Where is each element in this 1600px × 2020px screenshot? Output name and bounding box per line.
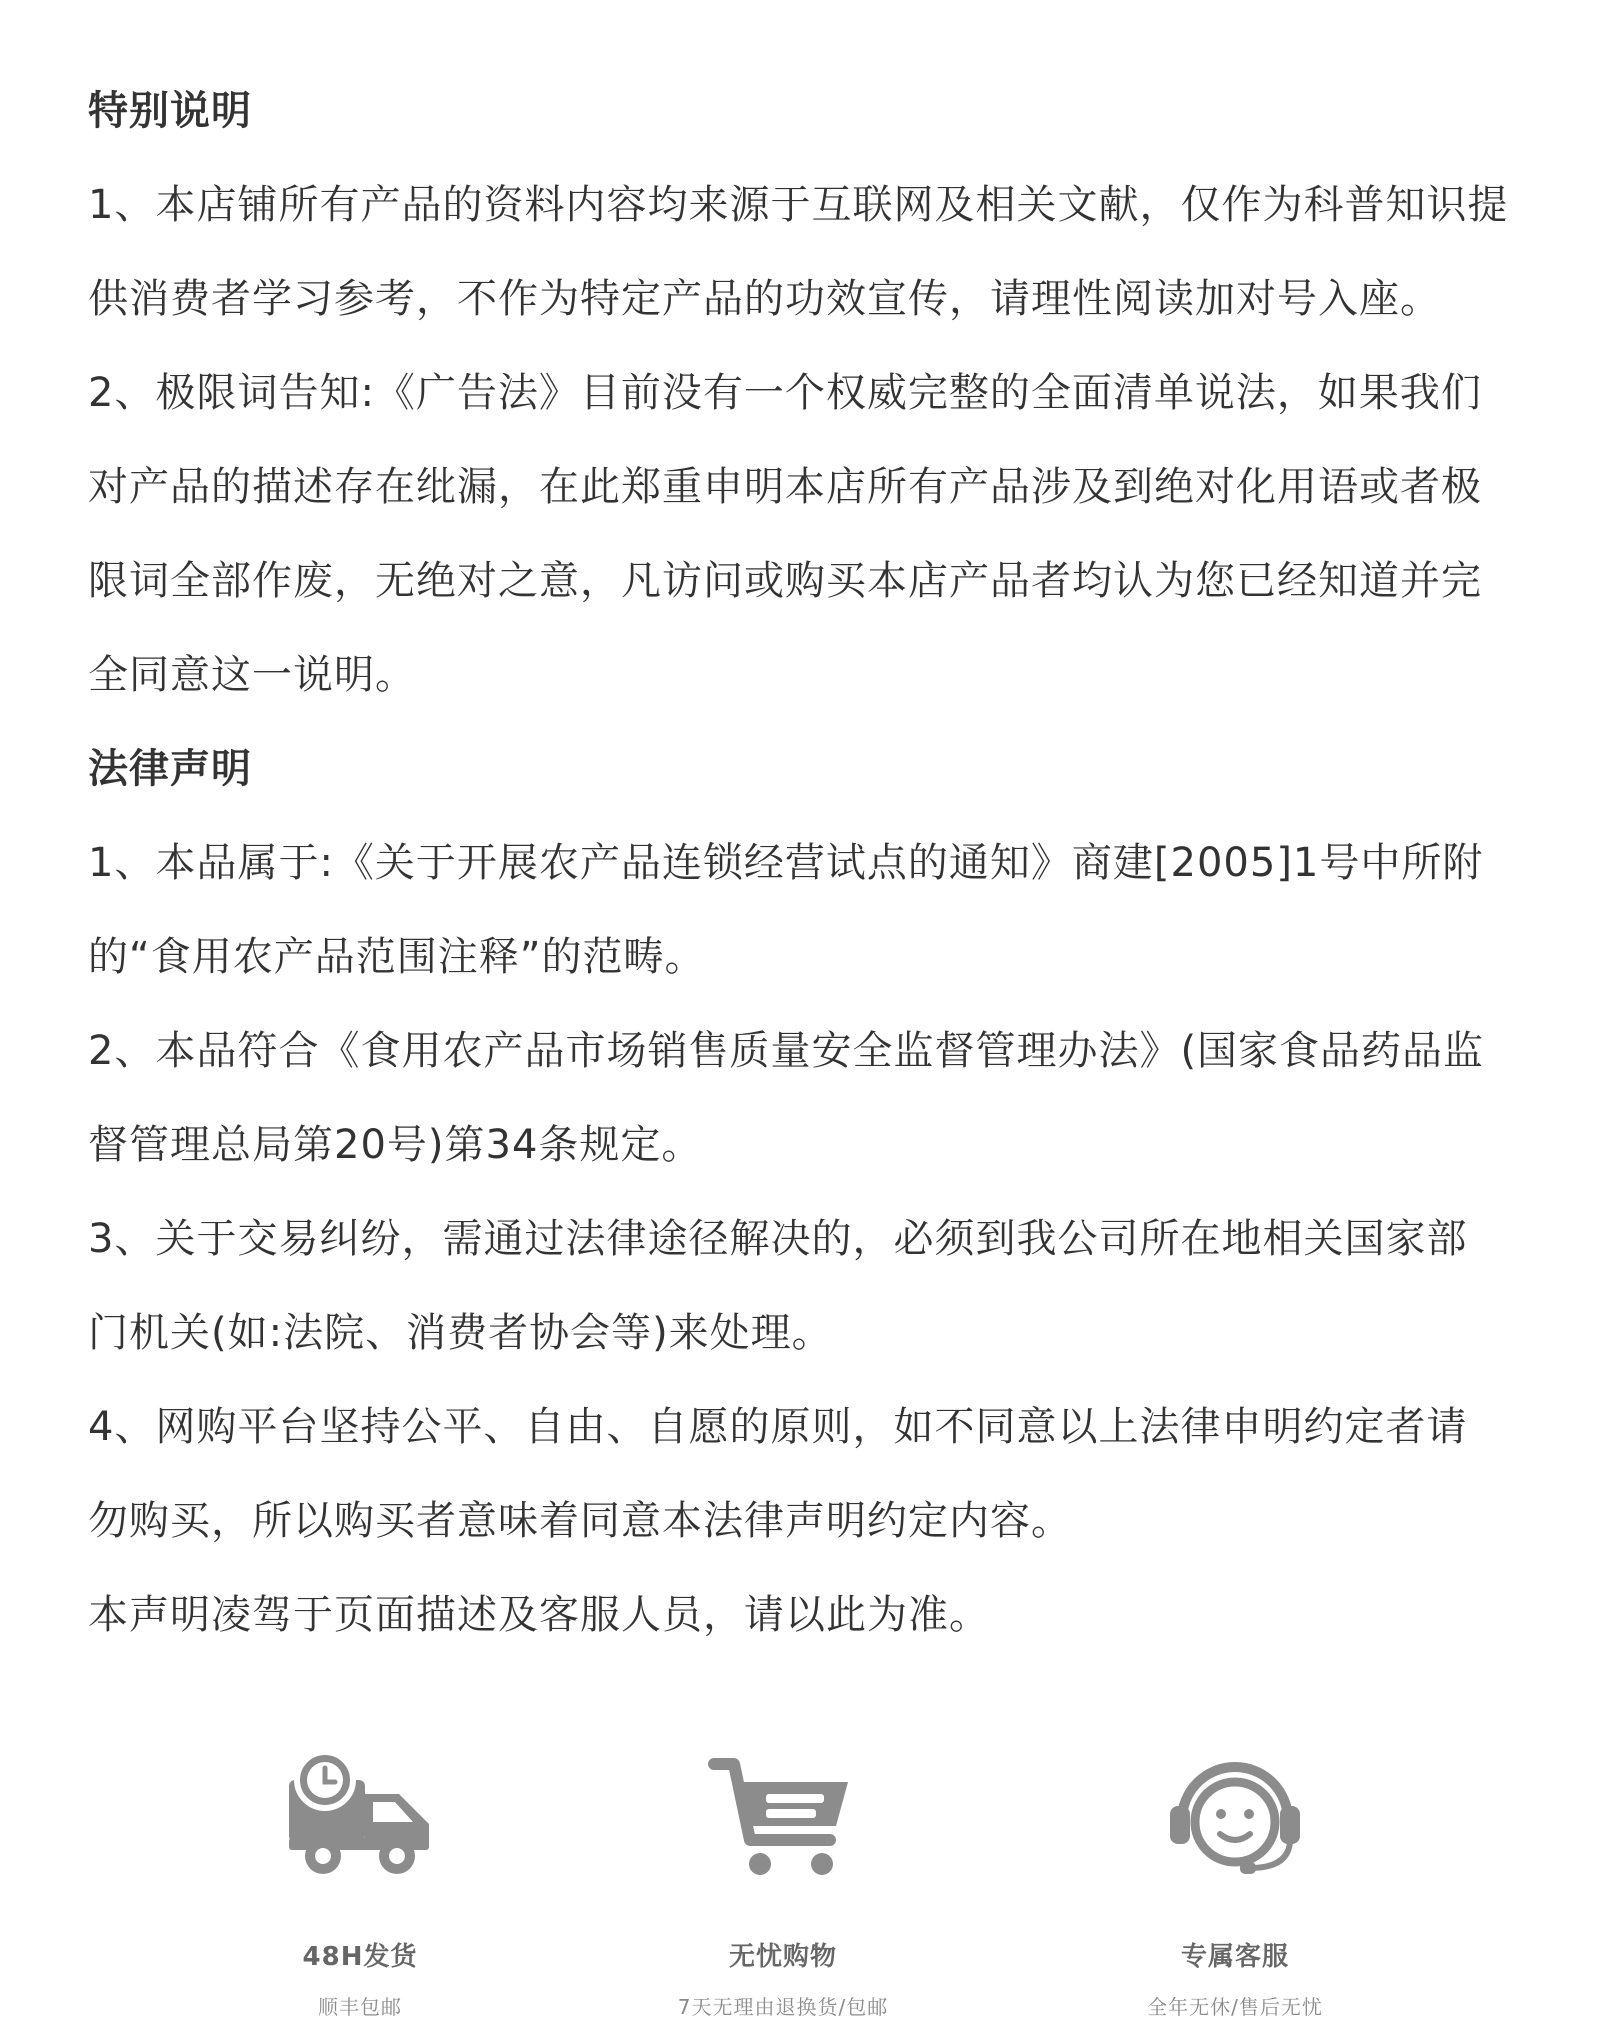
feature-customer-service <box>1035 1740 1435 2020</box>
delivery-truck-clock-icon <box>160 1740 560 1890</box>
feature-title: 专属客服 <box>1180 1942 1289 1972</box>
legal-notice-closing: 本声明凌驾于页面描述及客服人员，请以此为准。 <box>88 1592 990 1638</box>
legal-notice-line: 督管理总局第20号)第34条规定。 <box>88 1122 703 1168</box>
legal-notice-line: 勿购买，所以购买者意味着同意本法律声明约定内容。 <box>88 1498 1072 1544</box>
special-notice-line: 2、极限词告知:《广告法》目前没有一个权威完整的全面清单说法，如果我们 <box>88 370 1482 416</box>
notice-content <box>88 64 1538 1662</box>
special-notice-line: 全同意这一说明。 <box>88 652 416 698</box>
feature-worry-free-shopping <box>583 1740 983 2020</box>
special-notice-line: 对产品的描述存在纰漏，在此郑重申明本店所有产品涉及到绝对化用语或者极 <box>88 464 1482 510</box>
legal-notice-heading: 法律声明 <box>88 746 252 792</box>
service-features <box>0 1740 1600 2019</box>
legal-notice-line: 1、本品属于:《关于开展农产品连锁经营试点的通知》商建[2005]1号中所附 <box>88 840 1484 886</box>
feature-subtitle: 顺丰包邮 <box>318 1995 402 2019</box>
special-notice-line: 限词全部作废，无绝对之意，凡访问或购买本店产品者均认为您已经知道并完 <box>88 558 1482 604</box>
legal-notice-line: 的“食用农产品范围注释”的范畴。 <box>88 934 706 980</box>
feature-title: 无忧购物 <box>728 1942 837 1972</box>
shopping-cart-icon <box>583 1740 983 1890</box>
special-notice-line: 1、本店铺所有产品的资料内容均来源于互联网及相关文献，仅作为科普知识提 <box>88 182 1509 228</box>
special-notice-heading: 特别说明 <box>88 88 252 134</box>
legal-notice-line: 2、本品符合《食用农产品市场销售质量安全监督管理办法》(国家食品药品监 <box>88 1028 1485 1074</box>
feature-title: 48H发货 <box>302 1942 418 1972</box>
feature-fast-delivery <box>160 1740 560 2020</box>
legal-notice-line: 门机关(如:法院、消费者协会等)来处理。 <box>88 1310 833 1356</box>
legal-notice-line: 4、网购平台坚持公平、自由、自愿的原则，如不同意以上法律申明约定者请 <box>88 1404 1468 1450</box>
customer-service-headset-icon <box>1035 1740 1435 1890</box>
feature-subtitle: 全年无休/售后无忧 <box>1147 1995 1323 2019</box>
feature-subtitle: 7天无理由退换货/包邮 <box>677 1995 889 2019</box>
legal-notice-line: 3、关于交易纠纷，需通过法律途径解决的，必须到我公司所在地相关国家部 <box>88 1216 1468 1262</box>
special-notice-line: 供消费者学习参考，不作为特定产品的功效宣传，请理性阅读加对号入座。 <box>88 276 1441 322</box>
